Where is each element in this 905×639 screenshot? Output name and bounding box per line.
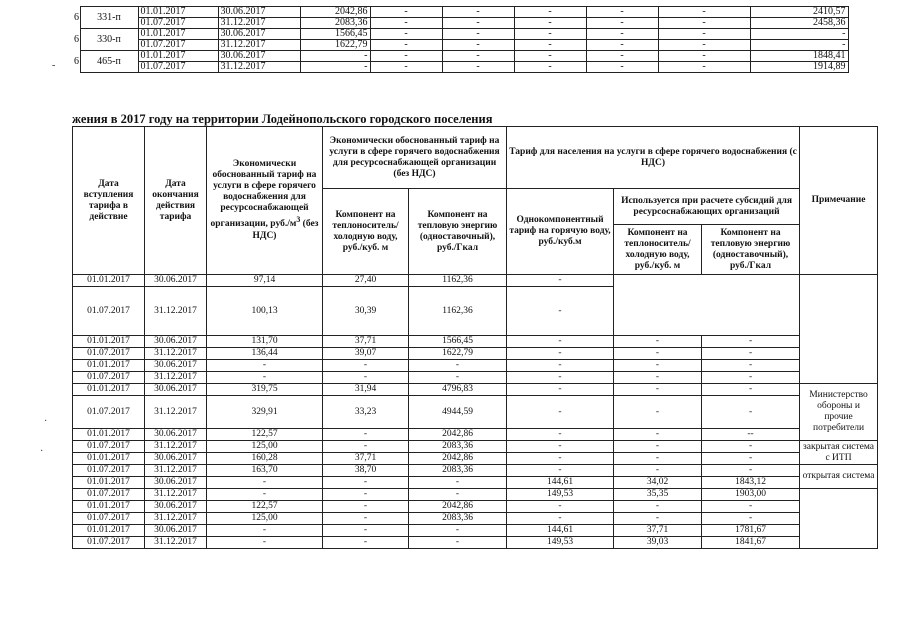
cell-c4: - <box>507 429 614 441</box>
cell-c4: - <box>507 287 614 336</box>
cell-c5: 39,03 <box>614 537 702 549</box>
header-pop-single: Однокомпонентный тариф на горячую воду, руб./куб.м <box>507 189 614 275</box>
table-row <box>73 348 878 360</box>
header-population-group: Тариф для населения на услуги в сфере горячего водоснабжения (с НДС) <box>507 127 800 189</box>
cell-c4: 149,53 <box>507 537 614 549</box>
cell-c4: - <box>507 396 614 429</box>
cell-c3: - <box>409 525 507 537</box>
top-cell-code: 331-п <box>80 7 138 29</box>
cell-c6: - <box>702 453 800 465</box>
top-table-row <box>40 7 848 18</box>
top-cell-end: 30.06.2017 <box>218 29 300 40</box>
header-two-part-group: Экономически обоснованный тариф на услуги в сфере горячего водоснабжения для ресурсоснабжающей организации (без НДС) <box>323 127 507 189</box>
cell-c4: - <box>507 501 614 513</box>
cell-c6: -- <box>702 429 800 441</box>
cell-start: 01.07.2017 <box>73 372 145 384</box>
cell-c1: 329,91 <box>207 396 323 429</box>
cell-c2: - <box>323 429 409 441</box>
top-table-row <box>40 40 848 51</box>
cell-start: 01.07.2017 <box>73 348 145 360</box>
header-end-date: Дата окончания действия тарифа <box>145 127 207 275</box>
cell-start: 01.07.2017 <box>73 513 145 525</box>
cell-c2: - <box>323 525 409 537</box>
cell-start: 01.01.2017 <box>73 336 145 348</box>
top-cell-v2: - <box>370 51 442 62</box>
cell-c2: - <box>323 513 409 525</box>
cell-start: 01.07.2017 <box>73 441 145 453</box>
cell-c6: 1843,12 <box>702 477 800 489</box>
cell-c2: - <box>323 489 409 501</box>
cell-c6: - <box>702 360 800 372</box>
top-cell-v3: - <box>442 51 514 62</box>
cell-c5: - <box>614 360 702 372</box>
top-cell-lead: 6 <box>74 11 79 23</box>
table-row <box>73 336 878 348</box>
cell-c3: - <box>409 360 507 372</box>
cell-c1: - <box>207 477 323 489</box>
cell-c2: - <box>323 360 409 372</box>
cell-c4: - <box>507 441 614 453</box>
top-cell-v1: 2083,36 <box>300 18 370 29</box>
cell-end: 30.06.2017 <box>145 336 207 348</box>
cell-c1: 319,75 <box>207 384 323 396</box>
top-cell-v7: - <box>750 29 848 40</box>
cell-start: 01.01.2017 <box>73 429 145 441</box>
cell-c2: - <box>323 537 409 549</box>
cell-c2: 37,71 <box>323 336 409 348</box>
cell-end: 31.12.2017 <box>145 513 207 525</box>
top-cell-start: 01.07.2017 <box>138 18 218 29</box>
cell-start: 01.07.2017 <box>73 537 145 549</box>
cell-start: 01.01.2017 <box>73 384 145 396</box>
header-pop-heat-energy: Компонент на тепловую энергию (одноставочный), руб./Гкал <box>702 225 800 275</box>
cell-end: 30.06.2017 <box>145 360 207 372</box>
cell-end: 30.06.2017 <box>145 275 207 287</box>
table-row <box>73 501 878 513</box>
top-cell-v3: - <box>442 62 514 73</box>
table-row <box>73 477 878 489</box>
cell-c6: - <box>702 372 800 384</box>
cell-c4: 144,61 <box>507 477 614 489</box>
top-cell-v2: - <box>370 29 442 40</box>
cell-c3: 1162,36 <box>409 287 507 336</box>
scan-mark: · <box>40 446 44 457</box>
cell-c3: - <box>409 537 507 549</box>
cell-c3: 1622,79 <box>409 348 507 360</box>
top-cell-start: 01.01.2017 <box>138 29 218 40</box>
top-cell-end: 30.06.2017 <box>218 51 300 62</box>
table-row <box>73 429 878 441</box>
cell-c4: - <box>507 336 614 348</box>
top-cell-v7: - <box>750 40 848 51</box>
top-cell-v5: - <box>586 40 658 51</box>
cell-c6: - <box>702 348 800 360</box>
top-cell-v1: 1622,79 <box>300 40 370 51</box>
cell-start: 01.01.2017 <box>73 525 145 537</box>
top-cell-v4: - <box>514 18 586 29</box>
top-cell-v1: 2042,86 <box>300 7 370 18</box>
top-cell-v3: - <box>442 29 514 40</box>
cell-end: 30.06.2017 <box>145 501 207 513</box>
cell-c6: - <box>702 465 800 477</box>
cell-end: 31.12.2017 <box>145 489 207 501</box>
cell-c3: - <box>409 477 507 489</box>
cell-c6: 1781,67 <box>702 525 800 537</box>
cell-end: 30.06.2017 <box>145 429 207 441</box>
cell-c1: - <box>207 537 323 549</box>
cell-c3: 1162,36 <box>409 275 507 287</box>
cell-c5: - <box>614 396 702 429</box>
cell-c3: 2083,36 <box>409 513 507 525</box>
scan-mark: - <box>52 60 56 71</box>
cell-c1: 100,13 <box>207 287 323 336</box>
top-cell-v4: - <box>514 7 586 18</box>
cell-c2: - <box>323 441 409 453</box>
cell-c1: 125,00 <box>207 441 323 453</box>
header-single-tariff: Экономически обоснованный тариф на услуги в сфере горячего водоснабжения для ресурсоснабжающей организации, $руб./м^3$ (без НДС) <box>207 127 323 275</box>
cell-start: 01.07.2017 <box>73 287 145 336</box>
top-cell-v5: - <box>586 18 658 29</box>
top-cell-code: 330-п <box>80 29 138 51</box>
top-table-row <box>40 29 848 40</box>
cell-c2: 38,70 <box>323 465 409 477</box>
top-cell-end: 31.12.2017 <box>218 40 300 51</box>
top-table-row <box>40 62 848 73</box>
cell-c4: 144,61 <box>507 525 614 537</box>
cell-c6: - <box>702 396 800 429</box>
cell-c1: 160,28 <box>207 453 323 465</box>
top-cell-v6: - <box>658 29 750 40</box>
cell-end: 31.12.2017 <box>145 348 207 360</box>
cell-start: 01.01.2017 <box>73 360 145 372</box>
top-cell-end: 31.12.2017 <box>218 62 300 73</box>
table-row <box>73 384 878 396</box>
top-cell-start: 01.07.2017 <box>138 62 218 73</box>
top-cell-v5: - <box>586 62 658 73</box>
top-cell-v3: - <box>442 7 514 18</box>
cell-c1: - <box>207 360 323 372</box>
header-heat-carrier: Компонент на теплоноситель/ холодную воду, руб./куб. м <box>323 189 409 275</box>
top-cell-v6: - <box>658 18 750 29</box>
cell-c1: - <box>207 372 323 384</box>
cell-start: 01.07.2017 <box>73 396 145 429</box>
cell-end: 30.06.2017 <box>145 384 207 396</box>
cell-c3: 4944,59 <box>409 396 507 429</box>
top-cell-v2: - <box>370 18 442 29</box>
header-heat-energy: Компонент на тепловую энергию (одноставочный), руб./Гкал <box>409 189 507 275</box>
header-note: Примечание <box>800 127 878 275</box>
cell-c2: 37,71 <box>323 453 409 465</box>
cell-c1: 122,57 <box>207 501 323 513</box>
cell-c5: - <box>614 336 702 348</box>
cell-c2: 31,94 <box>323 384 409 396</box>
cell-end: 30.06.2017 <box>145 477 207 489</box>
cell-start: 01.01.2017 <box>73 453 145 465</box>
cell-c2: 30,39 <box>323 287 409 336</box>
note-closed: закрытая система с ИТП <box>800 441 878 465</box>
cell-start: 01.01.2017 <box>73 477 145 489</box>
cell-c5: - <box>614 465 702 477</box>
top-cell-end: 31.12.2017 <box>218 18 300 29</box>
cell-c1: 136,44 <box>207 348 323 360</box>
top-cell-v5: - <box>586 7 658 18</box>
cell-c4: - <box>507 275 614 287</box>
top-table-row <box>40 51 848 62</box>
cell-c5: - <box>614 348 702 360</box>
cell-c5: - <box>614 501 702 513</box>
top-cell-v1: - <box>300 51 370 62</box>
table-row <box>73 396 878 429</box>
top-cell-v6: - <box>658 51 750 62</box>
cell-c4: - <box>507 372 614 384</box>
top-tariff-table <box>40 6 849 73</box>
top-cell-lead: 6 <box>74 33 79 45</box>
cell-c2: - <box>323 501 409 513</box>
top-cell-code: 465-п <box>80 51 138 73</box>
cell-start: 01.07.2017 <box>73 465 145 477</box>
cell-c4: - <box>507 453 614 465</box>
top-cell-v1: - <box>300 62 370 73</box>
cell-c4: 149,53 <box>507 489 614 501</box>
cell-end: 31.12.2017 <box>145 537 207 549</box>
cell-c6: 1841,67 <box>702 537 800 549</box>
cell-c6: - <box>702 513 800 525</box>
empty-cell <box>614 275 800 336</box>
cell-end: 30.06.2017 <box>145 453 207 465</box>
note-empty <box>800 275 878 384</box>
cell-c6: - <box>702 336 800 348</box>
top-cell-v4: - <box>514 29 586 40</box>
note-empty <box>800 489 878 549</box>
cell-start: 01.01.2017 <box>73 275 145 287</box>
cell-c6: - <box>702 384 800 396</box>
top-cell-end: 30.06.2017 <box>218 7 300 18</box>
cell-c5: - <box>614 372 702 384</box>
cell-c3: 2042,86 <box>409 453 507 465</box>
cell-c6: - <box>702 441 800 453</box>
cell-c5: 35,35 <box>614 489 702 501</box>
top-cell-start: 01.07.2017 <box>138 40 218 51</box>
cell-start: 01.07.2017 <box>73 489 145 501</box>
top-cell-v7: 2458,36 <box>750 18 848 29</box>
top-cell-v4: - <box>514 40 586 51</box>
cell-c2: - <box>323 372 409 384</box>
cell-c3: 2042,86 <box>409 501 507 513</box>
cell-c4: - <box>507 384 614 396</box>
cell-end: 31.12.2017 <box>145 465 207 477</box>
table-row <box>73 360 878 372</box>
top-table-row <box>40 18 848 29</box>
cell-end: 31.12.2017 <box>145 372 207 384</box>
top-cell-v6: - <box>658 40 750 51</box>
top-cell-v2: - <box>370 40 442 51</box>
table-row <box>73 372 878 384</box>
cell-c1: - <box>207 525 323 537</box>
cell-c4: - <box>507 465 614 477</box>
cell-c1: 122,57 <box>207 429 323 441</box>
table-row <box>73 465 878 477</box>
cell-c5: - <box>614 441 702 453</box>
cell-c6: - <box>702 501 800 513</box>
top-cell-v4: - <box>514 51 586 62</box>
cell-c1: 163,70 <box>207 465 323 477</box>
top-cell-v4: - <box>514 62 586 73</box>
cell-c5: 34,02 <box>614 477 702 489</box>
top-cell-v7: 1848,41 <box>750 51 848 62</box>
cell-c1: 97,14 <box>207 275 323 287</box>
top-cell-v3: - <box>442 40 514 51</box>
cell-c5: - <box>614 513 702 525</box>
cell-c1: 131,70 <box>207 336 323 348</box>
top-cell-v2: - <box>370 7 442 18</box>
note-ministry: Министерство обороны и прочие потребители <box>800 384 878 441</box>
hot-water-tariff-table <box>72 126 878 549</box>
top-cell-v5: - <box>586 29 658 40</box>
cell-c5: 37,71 <box>614 525 702 537</box>
top-cell-lead: 6 <box>74 55 79 67</box>
cell-c2: - <box>323 477 409 489</box>
section-heading: жения в 2017 году на территории Лодейнопольского городского поселения <box>72 112 493 126</box>
cell-c4: - <box>507 348 614 360</box>
cell-c5: - <box>614 453 702 465</box>
cell-c1: 125,00 <box>207 513 323 525</box>
cell-end: 31.12.2017 <box>145 287 207 336</box>
cell-c4: - <box>507 513 614 525</box>
header-pop-heat-carrier: Компонент на теплоноситель/ холодную воду, руб./куб. м <box>614 225 702 275</box>
top-cell-start: 01.01.2017 <box>138 7 218 18</box>
table-row <box>73 525 878 537</box>
top-cell-v3: - <box>442 18 514 29</box>
top-cell-start: 01.01.2017 <box>138 51 218 62</box>
cell-c6: 1903,00 <box>702 489 800 501</box>
cell-c3: - <box>409 489 507 501</box>
header-subsidy-group: Используется при расчете субсидий для ресурсоснабжающих организаций <box>614 189 800 225</box>
cell-end: 30.06.2017 <box>145 525 207 537</box>
header-start-date: Дата вступления тарифа в действие <box>73 127 145 275</box>
cell-c3: - <box>409 372 507 384</box>
cell-c3: 2083,36 <box>409 441 507 453</box>
cell-c2: 33,23 <box>323 396 409 429</box>
cell-start: 01.01.2017 <box>73 501 145 513</box>
note-open: открытая система <box>800 465 878 489</box>
cell-c5: - <box>614 384 702 396</box>
cell-c5: - <box>614 429 702 441</box>
table-row <box>73 441 878 453</box>
cell-end: 31.12.2017 <box>145 396 207 429</box>
cell-end: 31.12.2017 <box>145 441 207 453</box>
cell-c3: 1566,45 <box>409 336 507 348</box>
cell-c3: 4796,83 <box>409 384 507 396</box>
cell-c2: 27,40 <box>323 275 409 287</box>
table-row <box>73 489 878 501</box>
top-cell-v1: 1566,45 <box>300 29 370 40</box>
top-cell-v6: - <box>658 7 750 18</box>
cell-c3: 2042,86 <box>409 429 507 441</box>
cell-c1: - <box>207 489 323 501</box>
table-row <box>73 275 878 287</box>
cell-c4: - <box>507 360 614 372</box>
table-row <box>73 537 878 549</box>
top-cell-v6: - <box>658 62 750 73</box>
table-row <box>73 513 878 525</box>
top-cell-v7: 1914,89 <box>750 62 848 73</box>
table-row <box>73 453 878 465</box>
top-cell-v2: - <box>370 62 442 73</box>
top-cell-v7: 2410,57 <box>750 7 848 18</box>
cell-c3: 2083,36 <box>409 465 507 477</box>
top-cell-v5: - <box>586 51 658 62</box>
cell-c2: 39,07 <box>323 348 409 360</box>
scan-mark: · <box>44 416 48 427</box>
